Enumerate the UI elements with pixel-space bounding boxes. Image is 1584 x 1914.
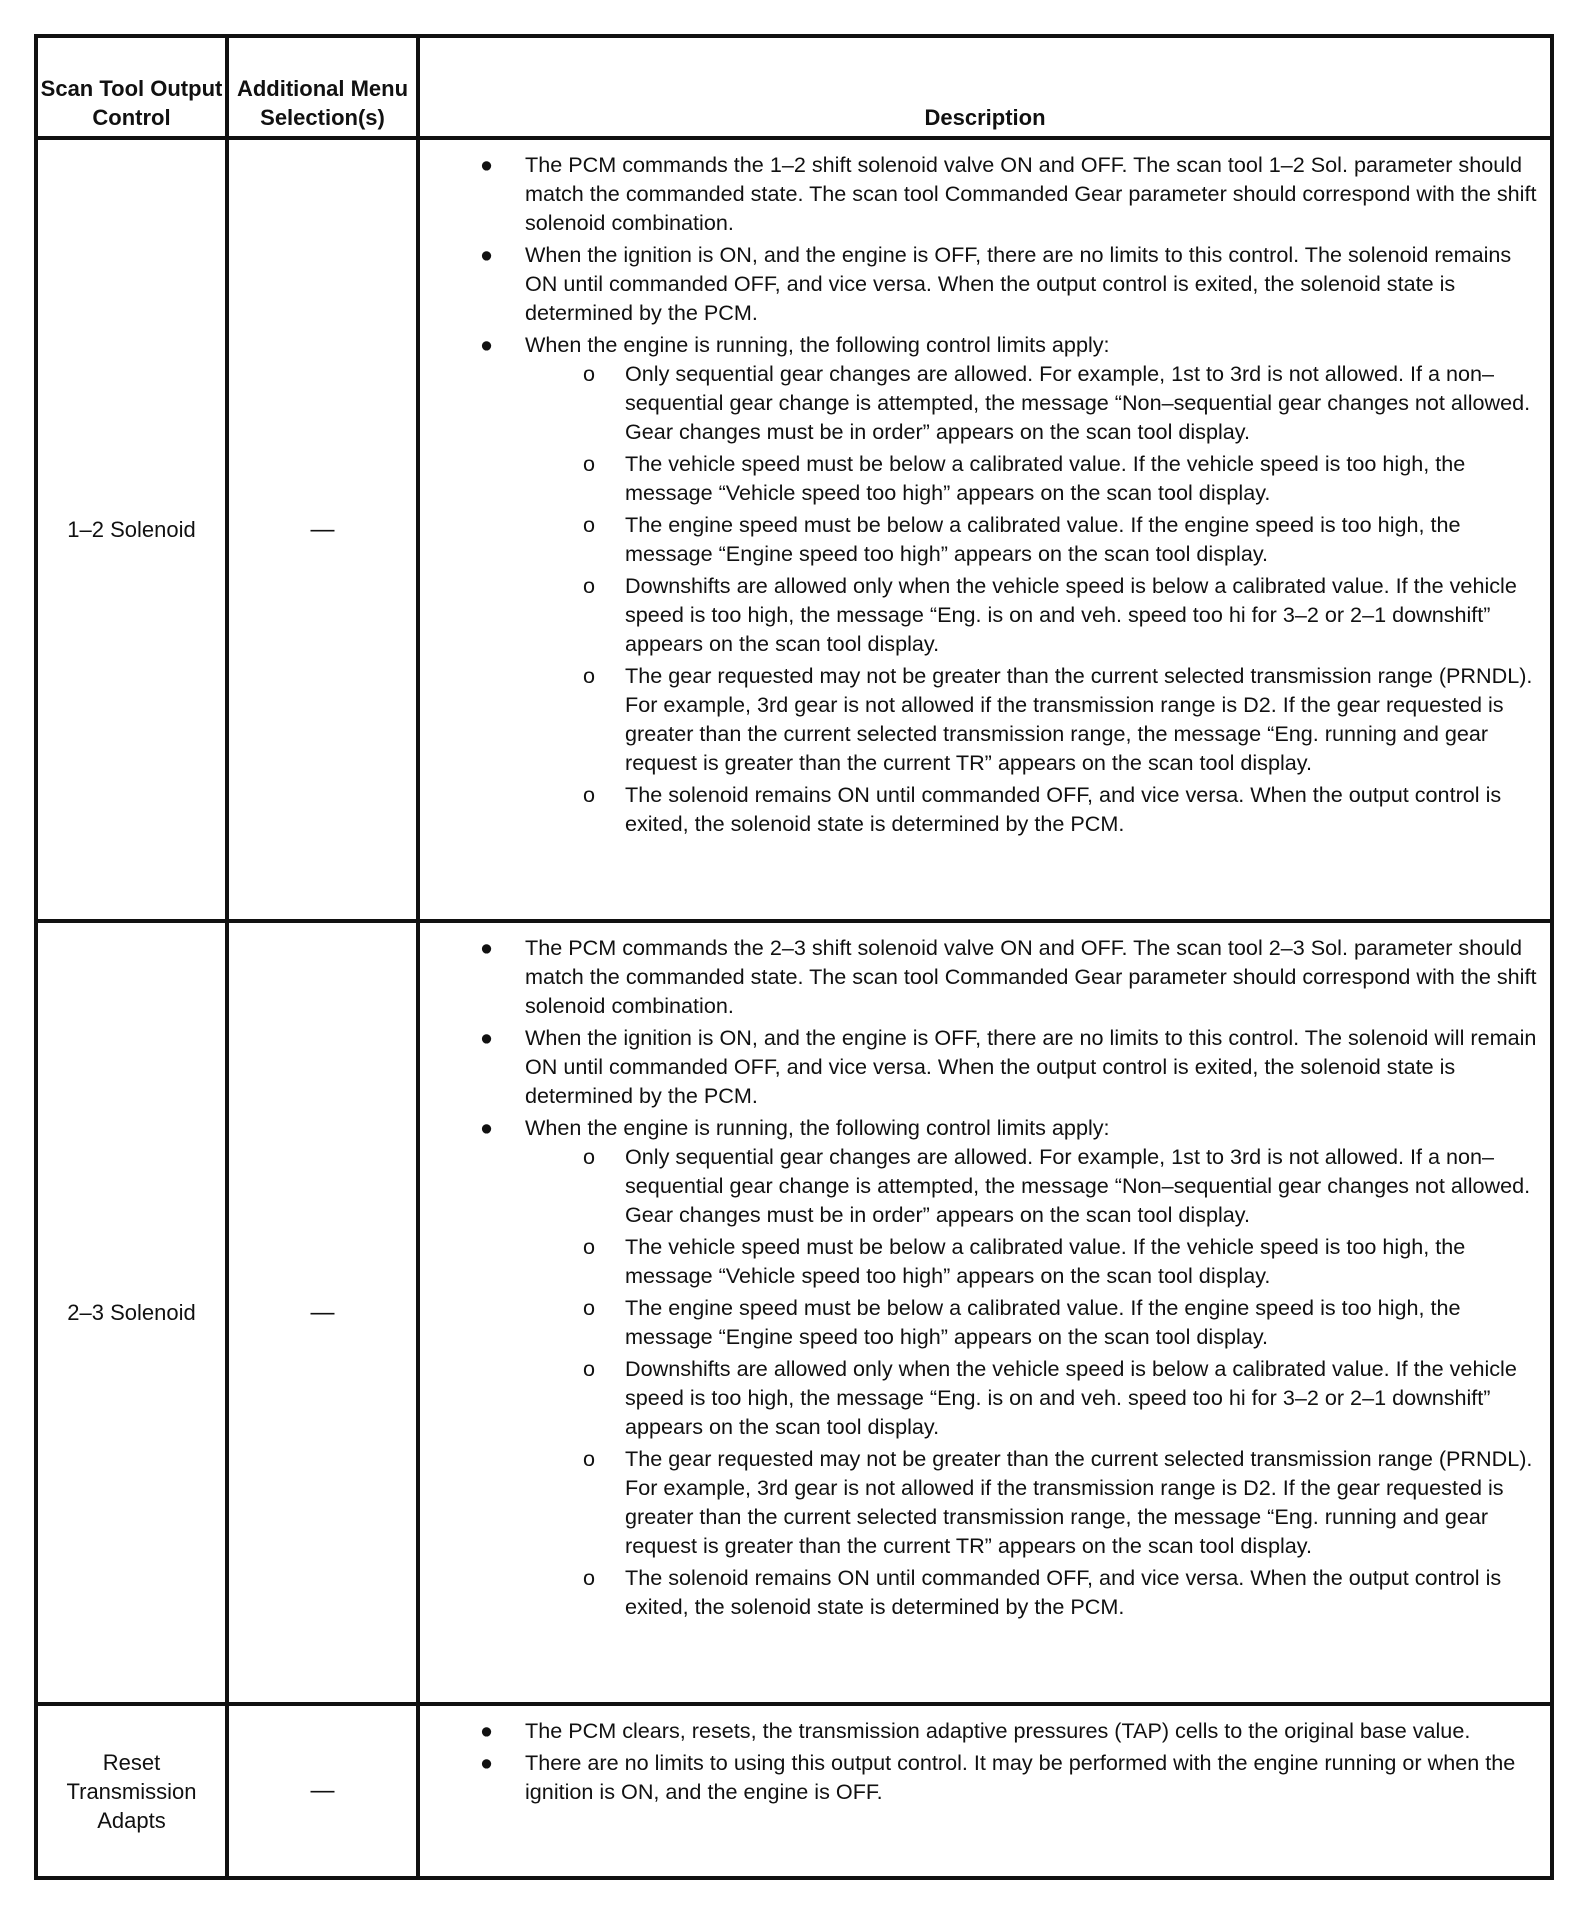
bullet-icon: ● xyxy=(480,152,494,177)
sub-list-item: o The vehicle speed must be below a calibrated value. If the vehicle speed is too high, the message “Vehicle speed too high” appears on the scan tool display. xyxy=(583,1234,1466,1288)
circle-bullet-icon: o xyxy=(583,1565,596,1590)
circle-bullet-icon: o xyxy=(583,1144,596,1169)
bullet-icon: ● xyxy=(480,935,494,960)
table-header-row xyxy=(36,36,1552,138)
output-control-name: 1–2 Solenoid xyxy=(36,138,227,921)
bullet-icon: ● xyxy=(480,242,494,267)
sub-list-item: o Only sequential gear changes are allowed. For example, 1st to 3rd is not allowed. If a non–sequential gear change is attempted, the message “Non–sequential gear changes not allowed. Gear changes must be in order” appears on the scan tool display. xyxy=(583,1144,1531,1227)
sub-list-item: o The solenoid remains ON until commanded OFF, and vice versa. When the output control is exited, the solenoid state is determined by the PCM. xyxy=(583,782,1502,836)
sub-list-item: o Downshifts are allowed only when the vehicle speed is below a calibrated value. If the vehicle speed is too high, the message “Eng. is on and veh. speed too hi for 3–2 or 2–1 downshift” appears on the scan tool display. xyxy=(583,1356,1517,1439)
table-row xyxy=(36,921,1552,1704)
header-scan-tool-output-control: Scan Tool Output Control xyxy=(36,36,227,138)
header-description: Description xyxy=(418,36,1552,138)
bullet-icon: ● xyxy=(480,332,494,357)
list-item: ● When the ignition is ON, and the engine is OFF, there are no limits to this control. The solenoid will remain ON until commanded OFF, and vice versa. When the output control is exited, the solenoid state is determined by the PCM. xyxy=(480,1025,1537,1108)
bullet-icon: ● xyxy=(480,1750,494,1775)
circle-bullet-icon: o xyxy=(583,1234,596,1259)
sub-list-item: o The gear requested may not be greater than the current selected transmission range (PRNDL). For example, 3rd gear is not allowed if the transmission range is D2. If the gear requested is greater than the current selected transmission range, the message “Eng. running and gear request is greater than the current TR” appears on the scan tool display. xyxy=(583,1446,1533,1558)
list-item: ● The PCM clears, resets, the transmission adaptive pressures (TAP) cells to the original base value. xyxy=(480,1718,1471,1743)
bullet-icon: ● xyxy=(480,1025,494,1050)
sub-list-item: o The engine speed must be below a calibrated value. If the engine speed is too high, the message “Engine speed too high” appears on the scan tool display. xyxy=(583,512,1461,566)
output-control-table xyxy=(34,34,1554,1880)
circle-bullet-icon: o xyxy=(583,1295,596,1320)
sub-list-item: o Downshifts are allowed only when the vehicle speed is below a calibrated value. If the vehicle speed is too high, the message “Eng. is on and veh. speed too hi for 3–2 or 2–1 downshift” appears on the scan tool display. xyxy=(583,573,1517,656)
list-item: ● There are no limits to using this output control. It may be performed with the engine running or when the ignition is ON, and the engine is OFF. xyxy=(480,1750,1516,1804)
circle-bullet-icon: o xyxy=(583,663,596,688)
output-control-name: 2–3 Solenoid xyxy=(36,921,227,1704)
circle-bullet-icon: o xyxy=(583,782,596,807)
circle-bullet-icon: o xyxy=(583,451,596,476)
menu-selection: — xyxy=(227,921,418,1704)
circle-bullet-icon: o xyxy=(583,512,596,537)
circle-bullet-icon: o xyxy=(583,1356,596,1381)
header-additional-menu-selections: Additional Menu Selection(s) xyxy=(227,36,418,138)
table-row xyxy=(36,138,1552,921)
sub-list-item: o The solenoid remains ON until commanded OFF, and vice versa. When the output control is exited, the solenoid state is determined by the PCM. xyxy=(583,1565,1502,1619)
circle-bullet-icon: o xyxy=(583,361,596,386)
list-item: ● When the engine is running, the following control limits apply: o Only sequential gear changes are allowed. For example, 1st to 3rd is not allowed. If a non–sequential gear change is attempted, the message “Non–sequential gear changes not allowed. Gear changes must be in order” appears on the scan tool display. o The vehicle speed must be below a calibrated value. If the vehicle speed is too high, the message “Vehicle speed too high” appears on the scan tool display. o The engine speed must be below a calibrated value. If the engine speed is too high, the message “Engine speed too high” appears on the scan tool display. o Downshifts are allowed only when the vehicle speed is below a calibrated value. If the vehicle speed is too high, the message “Eng. is on and veh. speed too hi for 3–2 or 2–1 downshift” appears on the scan tool display. o The gear requested may not be greater than the current selected transmission range (PRNDL). For example, 3rd gear is not allowed if the transmission range is D2. If the gear requested is greater than the current selected transmission range, the message “Eng. running and gear request is greater than the current TR” appears on the scan tool display. o The solenoid remains ON until commanded OFF, and vice versa. When the output control is exited, the solenoid state is determined by the PCM. xyxy=(420,1113,1544,1621)
menu-selection: — xyxy=(227,138,418,921)
sub-list-item: o The vehicle speed must be below a calibrated value. If the vehicle speed is too high, the message “Vehicle speed too high” appears on the scan tool display. xyxy=(583,451,1466,505)
circle-bullet-icon: o xyxy=(583,573,596,598)
bullet-icon: ● xyxy=(480,1718,494,1743)
sub-list-item: o The engine speed must be below a calibrated value. If the engine speed is too high, the message “Engine speed too high” appears on the scan tool display. xyxy=(583,1295,1461,1349)
output-control-name: Reset Transmission Adapts xyxy=(36,1704,227,1878)
circle-bullet-icon: o xyxy=(583,1446,596,1471)
description-cell xyxy=(418,921,1552,1704)
list-item: ● The PCM commands the 1–2 shift solenoid valve ON and OFF. The scan tool 1–2 Sol. parameter should match the commanded state. The scan tool Commanded Gear parameter should correspond with the shift solenoid combination. xyxy=(480,152,1537,235)
sub-list-item: o Only sequential gear changes are allowed. For example, 1st to 3rd is not allowed. If a non–sequential gear change is attempted, the message “Non–sequential gear changes not allowed. Gear changes must be in order” appears on the scan tool display. xyxy=(583,361,1531,444)
description-cell xyxy=(418,1704,1552,1878)
menu-selection: — xyxy=(227,1704,418,1878)
table-row xyxy=(36,1704,1552,1878)
description-cell xyxy=(418,138,1552,921)
list-item: ● When the engine is running, the following control limits apply: o Only sequential gear changes are allowed. For example, 1st to 3rd is not allowed. If a non–sequential gear change is attempted, the message “Non–sequential gear changes not allowed. Gear changes must be in order” appears on the scan tool display. o The vehicle speed must be below a calibrated value. If the vehicle speed is too high, the message “Vehicle speed too high” appears on the scan tool display. o The engine speed must be below a calibrated value. If the engine speed is too high, the message “Engine speed too high” appears on the scan tool display. o Downshifts are allowed only when the vehicle speed is below a calibrated value. If the vehicle speed is too high, the message “Eng. is on and veh. speed too hi for 3–2 or 2–1 downshift” appears on the scan tool display. o The gear requested may not be greater than the current selected transmission range (PRNDL). For example, 3rd gear is not allowed if the transmission range is D2. If the gear requested is greater than the current selected transmission range, the message “Eng. running and gear request is greater than the current TR” appears on the scan tool display. o The solenoid remains ON until commanded OFF, and vice versa. When the output control is exited, the solenoid state is determined by the PCM. xyxy=(420,330,1544,838)
list-item: ● When the ignition is ON, and the engine is OFF, there are no limits to this control. The solenoid remains ON until commanded OFF, and vice versa. When the output control is exited, the solenoid state is determined by the PCM. xyxy=(480,242,1512,325)
bullet-icon: ● xyxy=(480,1115,494,1140)
list-item: ● The PCM commands the 2–3 shift solenoid valve ON and OFF. The scan tool 2–3 Sol. parameter should match the commanded state. The scan tool Commanded Gear parameter should correspond with the shift solenoid combination. xyxy=(480,935,1537,1018)
sub-list-item: o The gear requested may not be greater than the current selected transmission range (PRNDL). For example, 3rd gear is not allowed if the transmission range is D2. If the gear requested is greater than the current selected transmission range, the message “Eng. running and gear request is greater than the current TR” appears on the scan tool display. xyxy=(583,663,1533,775)
